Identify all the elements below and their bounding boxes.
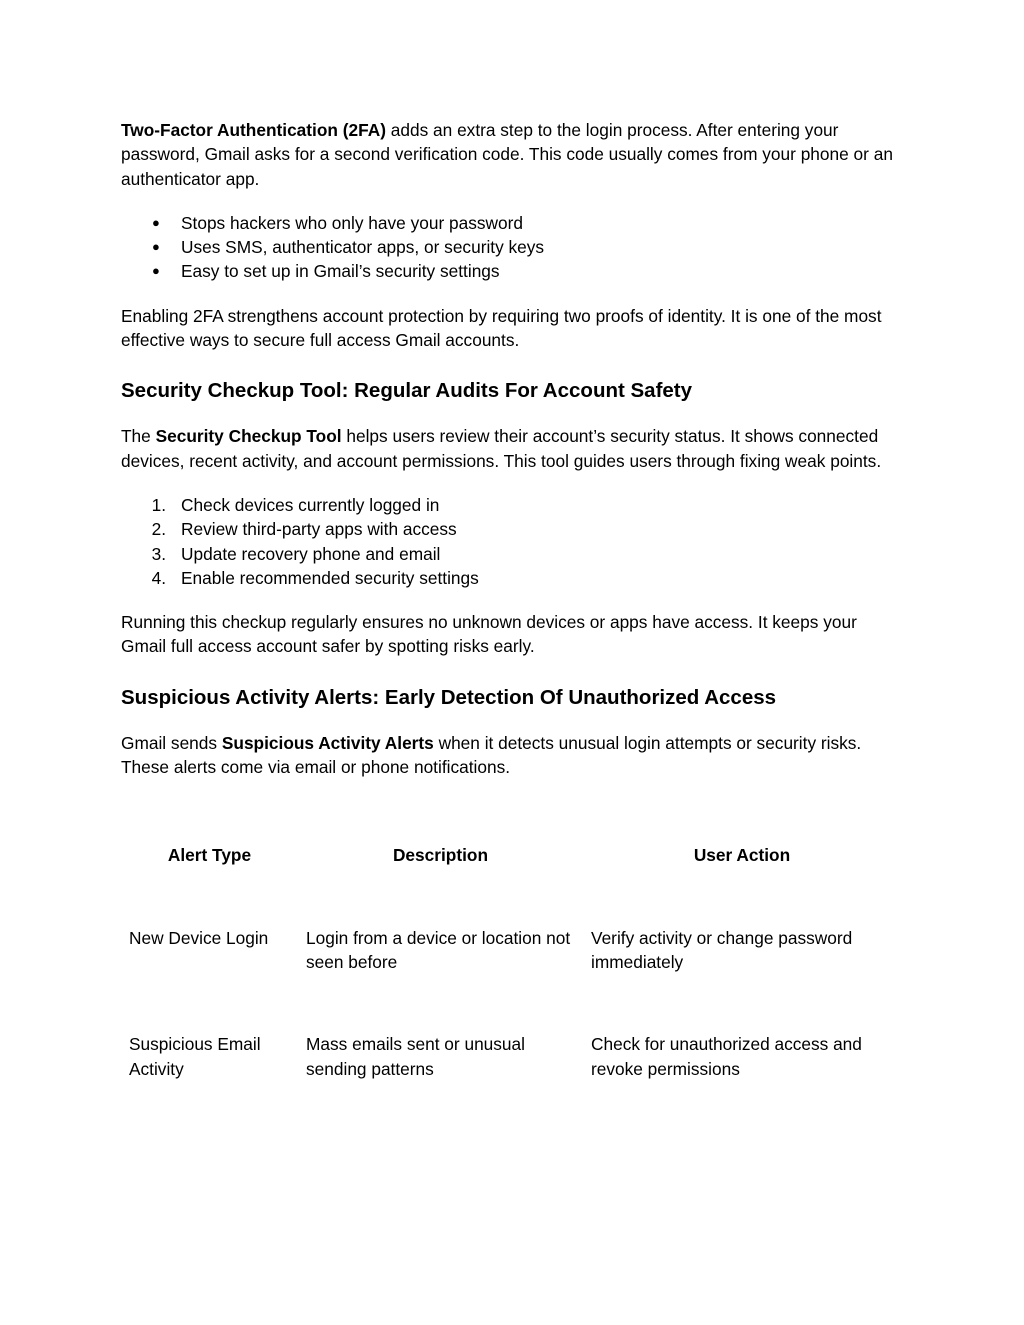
suspicious-activity-heading: Suspicious Activity Alerts: Early Detection Of Unauthorized Access: [121, 685, 777, 709]
column-header-user-action: User Action: [693, 845, 791, 866]
step-number: 1.: [151, 494, 166, 515]
list-item: [121, 542, 901, 566]
bullet-icon: ●: [152, 263, 160, 279]
column-header-alert-type: Alert Type: [167, 845, 252, 866]
intro-text: adds an extra step to the login process. After entering your password, Gmail asks for a second verification code. This code usually comes from your phone or an authenticator app.: [121, 120, 893, 189]
step-text: Update recovery phone and email: [181, 543, 441, 564]
table-cell: Login from a device or location not seen before: [306, 927, 571, 972]
step-text: Enable recommended security settings: [181, 567, 479, 588]
list-item-text: Uses SMS, authenticator apps, or security keys: [181, 237, 545, 258]
security-checkup-heading: Security Checkup Tool: Regular Audits For Account Safety: [121, 379, 693, 403]
intro-paragraph: [121, 118, 901, 191]
table-row: [121, 1032, 901, 1105]
table-cell: Check for unauthorized access and revoke permissions: [591, 1034, 862, 1079]
step-number: 4.: [151, 567, 166, 588]
list-item: [121, 211, 901, 235]
step-text: Check devices currently logged in: [181, 494, 440, 515]
checkup-steps-list: [121, 493, 901, 590]
table-header-row: [121, 817, 901, 925]
table-row: [121, 926, 901, 1033]
step-number: 3.: [151, 543, 166, 564]
list-item: [121, 517, 901, 541]
checkup-summary-paragraph: Running this checkup regularly ensures no unknown devices or apps have access. It keeps your Gmail full access account safer by spotting risks early.: [121, 612, 857, 657]
alerts-term: Suspicious Activity Alerts: [221, 732, 434, 753]
list-item: [121, 493, 901, 517]
table-cell: New Device Login: [129, 927, 269, 948]
alerts-table: [121, 817, 901, 1104]
feature-bullet-list: [121, 211, 901, 284]
table-cell: Suspicious Email Activity: [129, 1034, 261, 1079]
column-header-description: Description: [392, 845, 489, 866]
table-cell: Verify activity or change password immediately: [591, 927, 853, 972]
list-item: [121, 235, 901, 259]
bullet-icon: ●: [152, 214, 160, 230]
suspicious-activity-paragraph: [121, 731, 901, 780]
step-text: Review third-party apps with access: [181, 519, 457, 540]
list-item-text: Stops hackers who only have your password: [181, 212, 523, 233]
alerts-text: when it detects unusual login attempts or security risks. These alerts come via email or phone notifications.: [121, 732, 862, 778]
security-checkup-paragraph: [121, 424, 901, 473]
bullet-icon: ●: [152, 239, 160, 255]
intro-term: Two-Factor Authentication (2FA): [121, 120, 386, 140]
list-item: [121, 259, 901, 283]
list-item-text: Easy to set up in Gmail’s security settings: [181, 261, 500, 282]
2fa-summary-paragraph: Enabling 2FA strengthens account protection by requiring two proofs of identity. It is one of the most effective ways to secure full access Gmail accounts.: [121, 305, 882, 351]
table-cell: Mass emails sent or unusual sending patterns: [306, 1034, 525, 1079]
checkup-lead: The: [121, 426, 156, 447]
checkup-term: Security Checkup Tool: [155, 426, 342, 447]
list-item: [121, 566, 901, 590]
document-page: [121, 118, 901, 1105]
alerts-lead: Gmail sends: [121, 732, 222, 753]
checkup-text: helps users review their account’s security status. It shows connected devices, recent activity, and account permissions. This tool guides users through fixing weak points.: [121, 426, 882, 471]
step-number: 2.: [151, 519, 166, 540]
